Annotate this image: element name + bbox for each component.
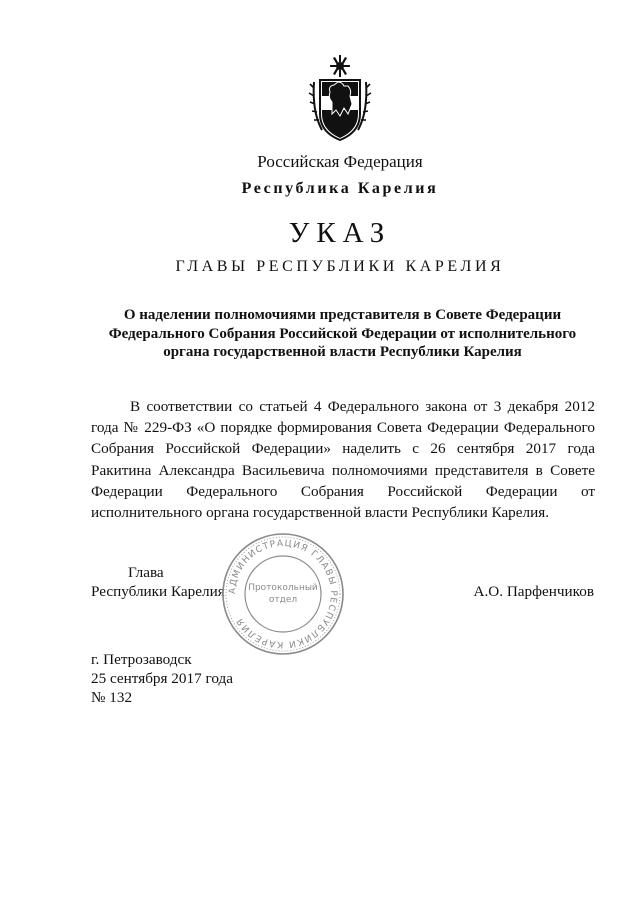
stamp-outer-text: АДМИНИСТРАЦИЯ ГЛАВЫ РЕСПУБЛИКИ КАРЕЛИЯ: [227, 538, 339, 650]
signatory-position-line2: Республики Карелия: [91, 583, 225, 600]
decree-title-line: Федерального Собрания Российской Федерации от исполнительного: [108, 325, 577, 342]
decree-title-line: О наделении полномочиями представителя в Совете Федерации: [123, 307, 562, 323]
stamp-inner-line1: Протокольный: [248, 583, 318, 593]
issue-place: г. Петрозаводск: [91, 651, 192, 668]
signatory-position-line1: Глава: [128, 564, 164, 581]
decree-title: [95, 306, 590, 362]
decree-number: № 132: [91, 689, 133, 706]
decree-title-line: органа государственной власти Республики Карелия: [163, 344, 522, 360]
decree-body: В соответствии со статьей 4 Федерального закона от 3 декабря 2012 года № 229-ФЗ «О порядке формирования Совета Федерации Федерального Собрания Российской Федерации» наделить с 26 сентября 2017 года Ракитина Александра Васильевича полномочиями представителя в Совете Федерации Федерального Собрания Российской Федерации от исполнительного органа государственной власти Республики Карелия.: [91, 398, 595, 522]
stamp-inner-line2: отдел: [268, 595, 298, 605]
republic-name: Республика Карелия: [241, 180, 439, 197]
document-type: УКАЗ: [288, 217, 392, 249]
issuer-title: ГЛАВЫ РЕСПУБЛИКИ КАРЕЛИЯ: [175, 258, 505, 275]
official-stamp: [219, 530, 347, 658]
signatory-name: А.О. Парфенчиков: [473, 583, 594, 600]
coat-of-arms-icon: [308, 52, 372, 144]
country-name: Российская Федерация: [257, 152, 423, 171]
issue-date: 25 сентября 2017 года: [91, 670, 233, 687]
